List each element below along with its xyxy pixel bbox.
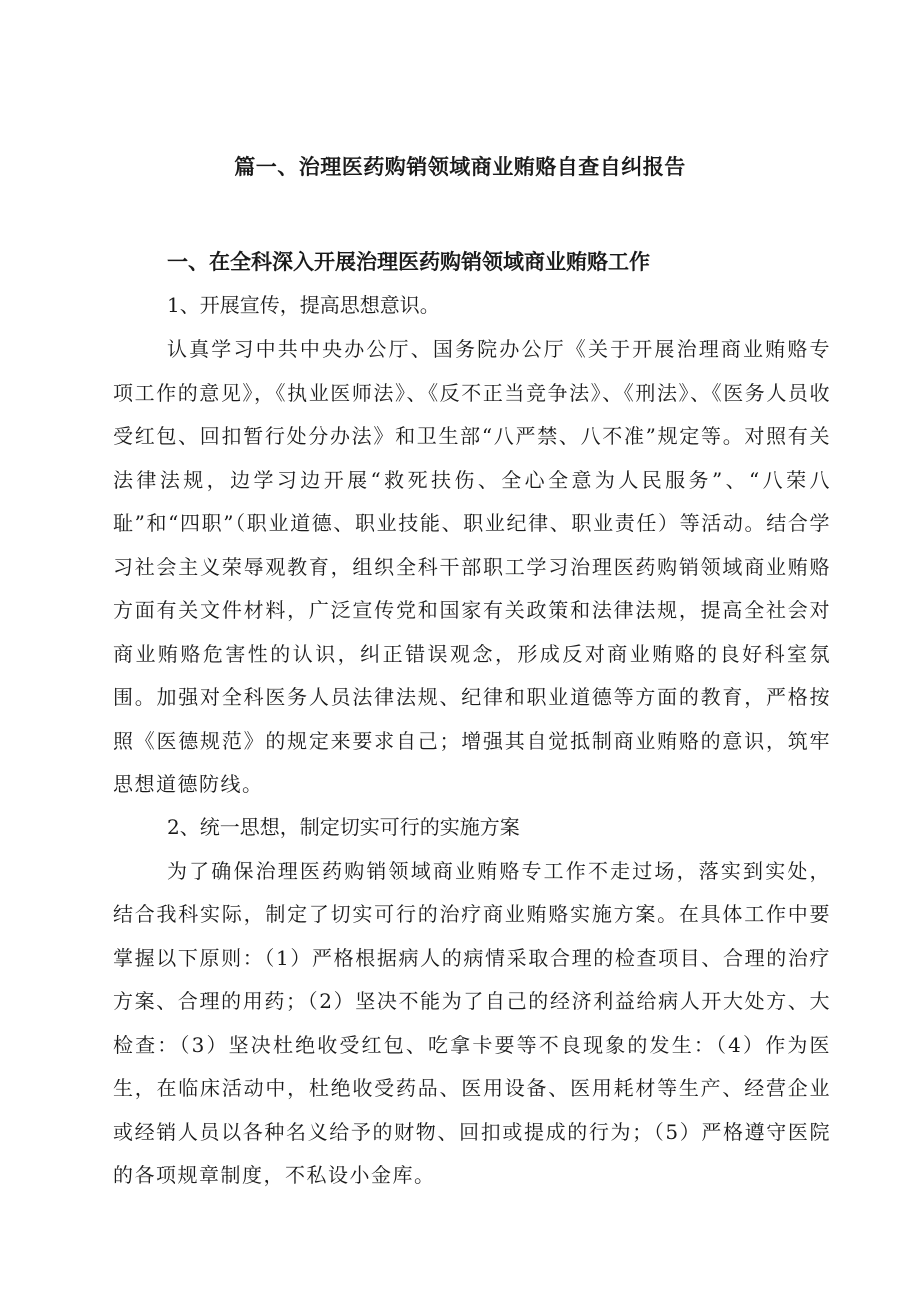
item-1-heading: 1、开展宣传，提高思想意识。 (167, 293, 440, 317)
document-body (113, 245, 831, 1198)
section-heading: 一、在全科深入开展治理医药购销领域商业贿赂工作 (167, 250, 650, 274)
item-1-paragraph: 认真学习中共中央办公厅、国务院办公厅《关于开展治理商业贿赂专项工作的意见》，《执业医师法》、《反不正当竞争法》、《刑法》、《医务人员收受红包、回扣暂行处分办法》和卫生部“八严禁、八不准”规定等。对照有关法律法规，边学习边开展“救死扶伤、全心全意为人民服务”、“八荣八耻”和“四职”（职业道德、职业技能、职业纪律、职业责任）等活动。结合学习社会主义荣辱观教育，组织全科干部职工学习治理医药购销领域商业贿赂方面有关文件材料，广泛宣传党和国家有关政策和法律法规，提高全社会对商业贿赂危害性的认识，纠正错误观念，形成反对商业贿赂的良好科室氛围。加强对全科医务人员法律法规、纪律和职业道德等方面的教育，严格按照《医德规范》的规定来要求自己；增强其自觉抵制商业贿赂的意识，筑牢思想道德防线。 (113, 337, 831, 796)
item-2-paragraph: 为了确保治理医药购销领域商业贿赂专工作不走过场，落实到实处，结合我科实际，制定了切实可行的治疗商业贿赂实施方案。在具体工作中要掌握以下原则：（1）严格根据病人的病情采取合理的检查项目、合理的治疗方案、合理的用药；（2）坚决不能为了自己的经济利益给病人开大处方、大检查：（3）坚决杜绝收受红包、吃拿卡要等不良现象的发生：（4）作为医生，在临床活动中，杜绝收受药品、医用设备、医用耗材等生产、经营企业或经销人员以各种名义给予的财物、回扣或提成的行为；（5）严格遵守医院的各项规章制度，不私设小金库。 (113, 858, 831, 1187)
item-2-heading: 2、统一思想，制定切实可行的实施方案 (167, 814, 520, 839)
document-title: 篇一、治理医药购销领域商业贿赂自查自纠报告 (234, 155, 686, 179)
